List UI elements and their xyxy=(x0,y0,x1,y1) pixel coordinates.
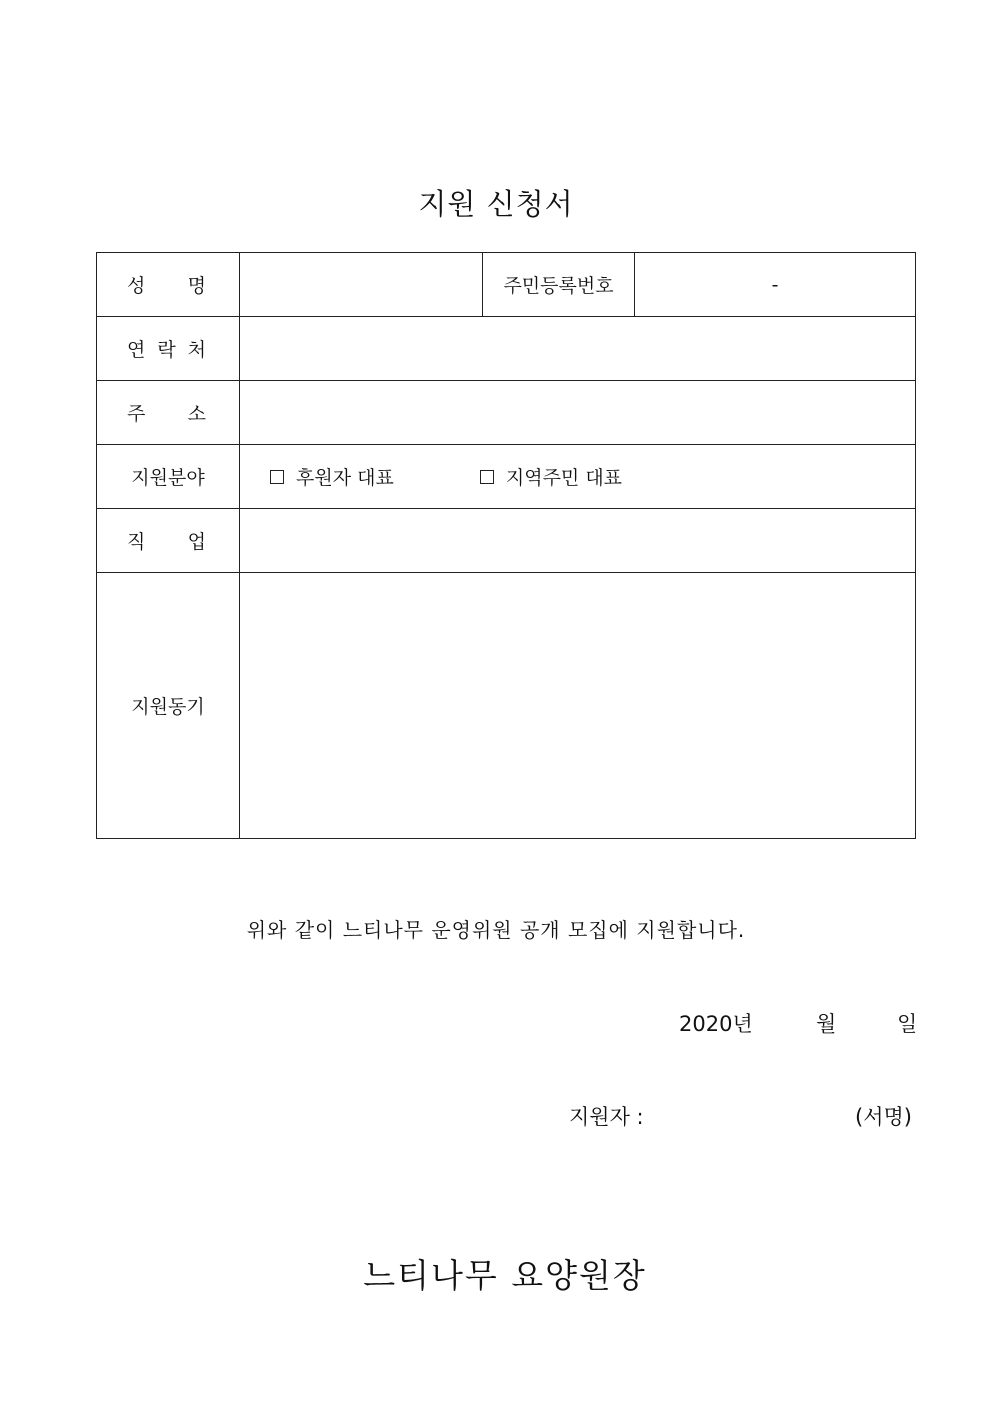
date-day: 일 xyxy=(897,1012,918,1036)
motivation-label: 지원동기 xyxy=(97,573,240,839)
date-month: 월 xyxy=(816,1012,837,1036)
contact-label: 연 락 처 xyxy=(97,317,240,381)
signature-label: (서명) xyxy=(855,1105,912,1129)
row-motivation xyxy=(97,573,916,839)
row-contact xyxy=(97,317,916,381)
checkbox-sponsor-rep[interactable] xyxy=(270,470,284,484)
address-field[interactable] xyxy=(240,381,916,445)
application-form-table xyxy=(96,252,916,839)
option-resident-rep[interactable]: 지역주민 대표 xyxy=(480,463,622,490)
contact-field[interactable] xyxy=(240,317,916,381)
job-field[interactable] xyxy=(240,509,916,573)
row-job xyxy=(97,509,916,573)
field-options xyxy=(240,445,916,509)
name-field[interactable] xyxy=(240,253,483,317)
date-year: 2020년 xyxy=(679,1012,753,1036)
checkbox-resident-rep[interactable] xyxy=(480,470,494,484)
field-label: 지원분야 xyxy=(97,445,240,509)
motivation-field[interactable] xyxy=(240,573,916,839)
organization-name: 느티나무 요양원장 xyxy=(363,1256,647,1295)
resident-no-field[interactable] xyxy=(635,253,916,317)
option-sponsor-rep[interactable]: 후원자 대표 xyxy=(270,463,394,490)
document-title: 지원 신청서 xyxy=(418,187,574,221)
applicant-label: 지원자 : xyxy=(569,1105,644,1129)
job-label: 직 업 xyxy=(97,509,240,573)
address-label: 주 소 xyxy=(97,381,240,445)
name-label: 성 명 xyxy=(97,253,240,317)
row-field xyxy=(97,445,916,509)
resident-no-label: 주민등록번호 xyxy=(483,253,635,317)
application-statement: 위와 같이 느티나무 운영위원 공개 모집에 지원합니다. xyxy=(246,918,746,942)
row-name xyxy=(97,253,916,317)
resident-no-separator: - xyxy=(771,273,779,296)
row-address xyxy=(97,381,916,445)
